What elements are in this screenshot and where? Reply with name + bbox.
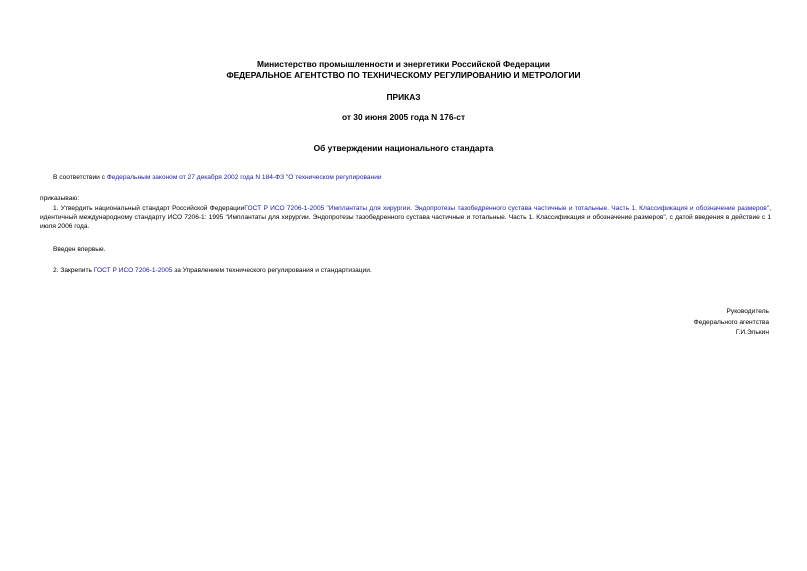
- intro-paragraph: [53, 173, 382, 182]
- document-type: ПРИКАЗ: [386, 92, 421, 102]
- first-time-note: Введен впервые.: [53, 246, 106, 253]
- item-1-paragraph: [40, 204, 771, 231]
- ministry-name: Министерство промышленности и энергетики Российской Федерации: [256, 59, 551, 69]
- agency-name: ФЕДЕРАЛЬНОЕ АГЕНТСТВО ПО ТЕХНИЧЕСКОМУ РЕГУЛИРОВАНИЮ И МЕТРОЛОГИИ: [226, 70, 581, 80]
- item-2-suffix: за Управлением технического регулирования и стандартизации.: [172, 267, 372, 274]
- item-2-paragraph: [53, 266, 372, 275]
- federal-law-link[interactable]: Федеральным законом от 27 декабря 2002 года N 184-ФЗ "О техническом регулировании: [106, 174, 382, 181]
- signature-title: Руководитель: [726, 308, 769, 315]
- item-1-prefix: 1. Утвердить национальный стандарт Российской Федерации: [53, 205, 245, 212]
- gost-short-link[interactable]: ГОСТ Р ИСО 7206-1-2005: [93, 267, 173, 274]
- gost-standard-link[interactable]: ГОСТ Р ИСО 7206-1-2005 "Имплантаты для хирургии. Эндопротезы тазобедренного сустава частичные и тотальные. Часть 1. Классификация и обозначение размеров": [244, 205, 770, 212]
- document-date-number: от 30 июня 2005 года N 176-ст: [341, 112, 466, 122]
- item-2-prefix: 2. Закрепить: [53, 267, 94, 274]
- order-word: приказываю:: [40, 195, 80, 202]
- item-1-suffix: , идентичный международному стандарту ИСО 7206-1: 1995 "Имплантаты для хирургии. Эндопротезы тазобедренного сустава частичные и тотальные. Часть 1. Классификация и обозначение размеров", с датой введения в действие с 1 июля 2006 года.: [40, 205, 771, 230]
- document-subject: Об утверждении национального стандарта: [313, 143, 494, 153]
- signature-organization: Федерального агентства: [693, 319, 769, 326]
- signature-name: Г.И.Элькин: [735, 329, 769, 336]
- intro-prefix: В соответствии с: [53, 174, 107, 181]
